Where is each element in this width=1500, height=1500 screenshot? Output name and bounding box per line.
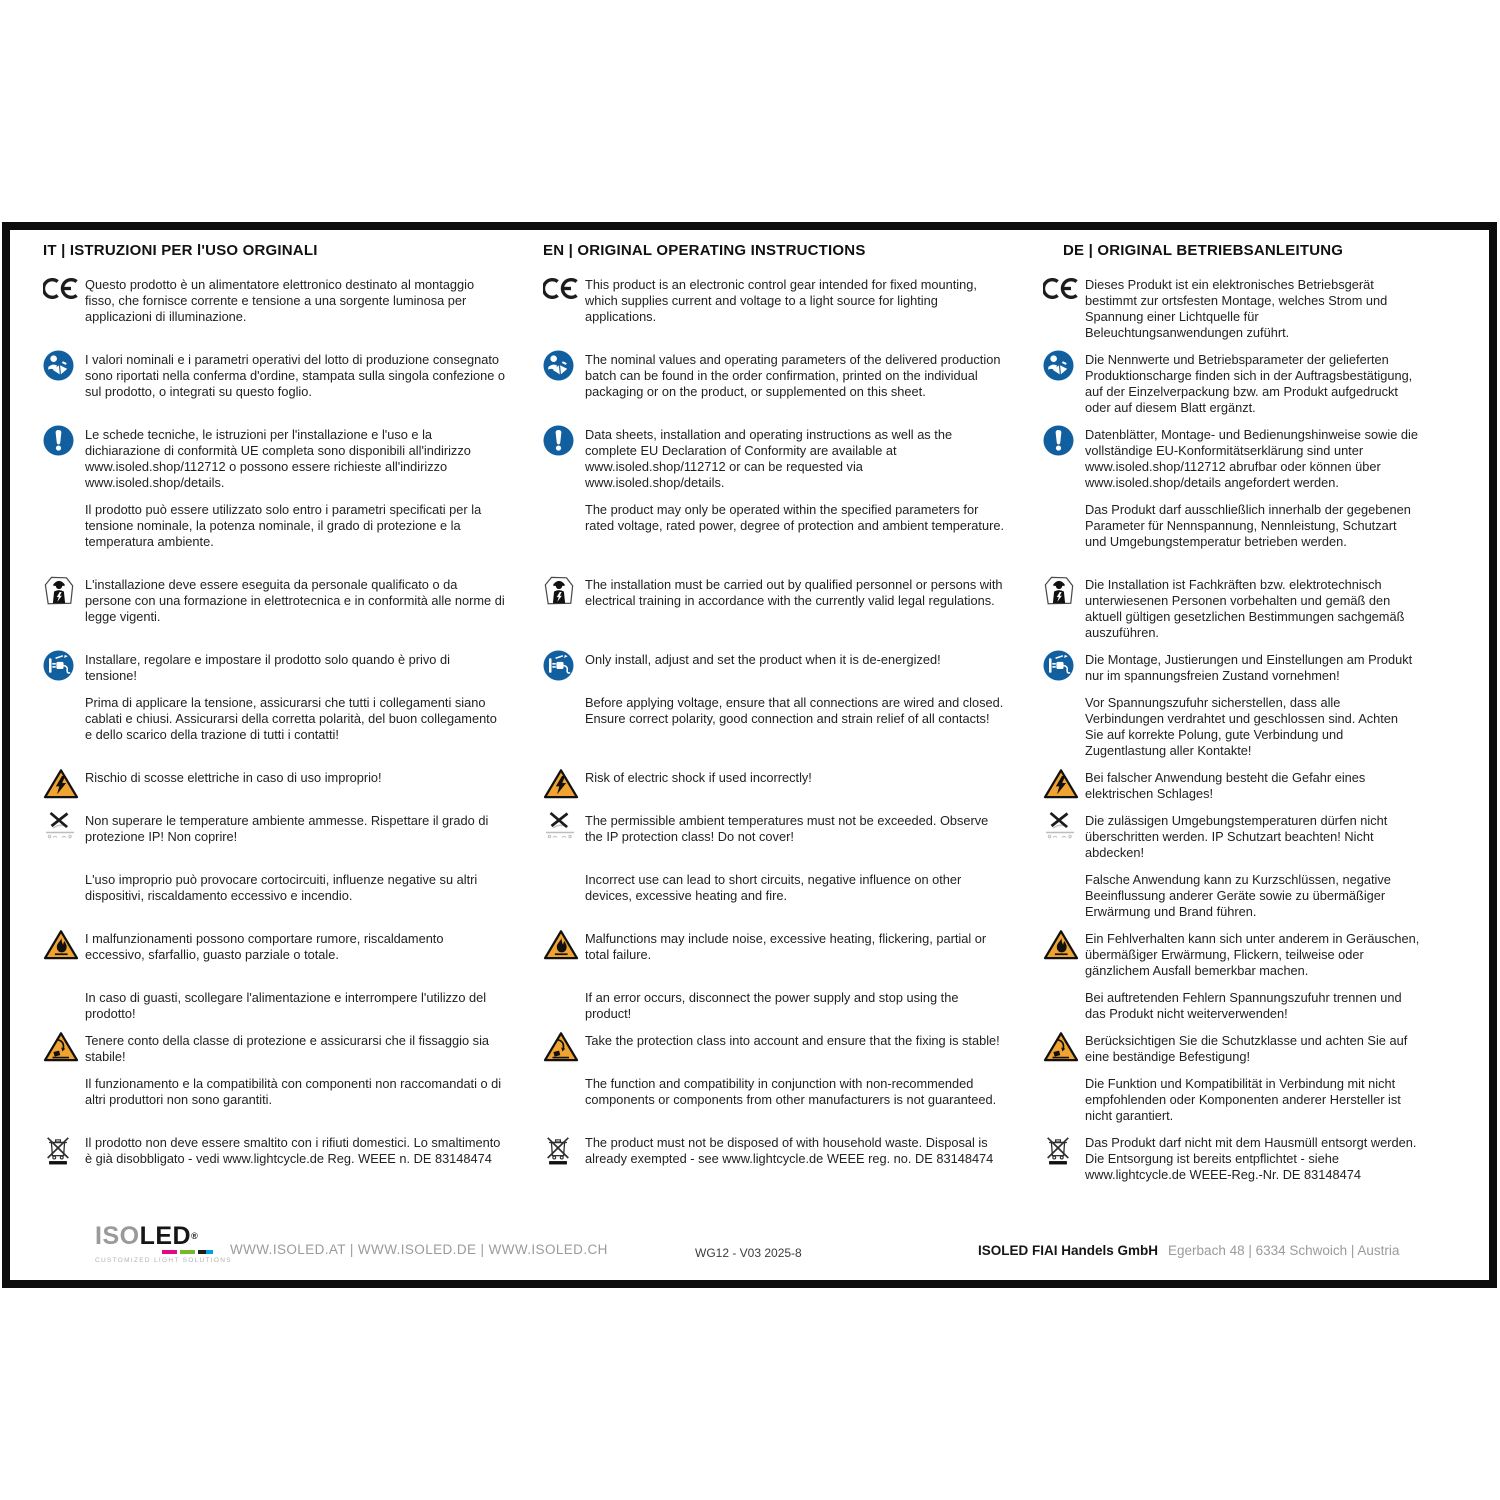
instructions-grid [43, 242, 1420, 1183]
instruction-paragraph: Data sheets, installation and operating instructions as well as the complete EU Declaration of Conformity are available at www.isoled.shop/112712 or can be requested via www.isoled.shop/details. [585, 427, 953, 490]
instruction-paragraph: Berücksichtigen Sie die Schutzklasse und achten Sie auf eine beständige Befestigung! [1085, 1033, 1408, 1064]
instruction-paragraph: Bei auftretenden Fehlern Spannungszufuhr trennen und das Produkt nicht weiterverwenden! [1085, 990, 1402, 1021]
ce-mark-icon [43, 277, 80, 300]
mandatory-info-icon [1043, 425, 1074, 456]
weee-crossed-bin-icon [1043, 1133, 1073, 1167]
ce-mark-icon [543, 277, 580, 300]
electric-shock-warning-icon [1043, 768, 1079, 800]
instruction-paragraph: The function and compatibility in conjunction with non-recommended components or components from other manufacturers is not guaranteed. [585, 1076, 997, 1107]
stability-warning-icon [43, 1031, 79, 1063]
electric-shock-warning-icon [543, 768, 579, 800]
fire-hazard-warning-icon [43, 929, 79, 961]
column-heading-it: IT | ISTRUZIONI PER l'USO ORGINALI [43, 242, 318, 259]
instruction-paragraph: Il prodotto può essere utilizzato solo entro i parametri specificati per la tensione nominale, la potenza nominale, il grado di protezione e la temperatura ambiente. [85, 502, 482, 549]
instruction-paragraph: I valori nominali e i parametri operativi del lotto di produzione consegnato sono riportati nella conferma d'ordine, stampata sulla singola confezione o sul prodotto, o integrati su questo foglio. [85, 352, 506, 399]
instruction-paragraph: Risk of electric shock if used incorrectly! [585, 770, 812, 785]
ambient-temperature-warning-icon [43, 811, 77, 841]
instruction-paragraph: If an error occurs, disconnect the power supply and stop using the product! [585, 990, 959, 1021]
isoled-logo-wordmark: ISOLED® [95, 1222, 199, 1250]
footer-websites: WWW.ISOLED.AT | WWW.ISOLED.DE | WWW.ISOLED.CH [230, 1242, 608, 1257]
instruction-paragraph: Ein Fehlverhalten kann sich unter anderem in Geräuschen, übermäßiger Erwärmung, Flickern, teilweise oder gänzlichem Ausfall bemerkbar machen. [1085, 931, 1420, 978]
weee-crossed-bin-icon [43, 1133, 73, 1167]
instruction-paragraph: The product may only be operated within the specified parameters for rated voltage, rated power, degree of protection and ambient temperature. [585, 502, 1005, 533]
ambient-temperature-warning-icon [1043, 811, 1077, 841]
instruction-paragraph: Take the protection class into account and ensure that the fixing is stable! [585, 1033, 1000, 1048]
instruction-paragraph: Die zulässigen Umgebungstemperaturen dürfen nicht überschritten werden. IP Schutzart beachten! Nicht abdecken! [1085, 813, 1388, 860]
instruction-sheet-page [2, 222, 1497, 1288]
instruction-paragraph: Datenblätter, Montage- und Bedienungshinweise sowie die vollständige EU-Konformitätserklärung sind unter www.isoled.shop/112712 abrufbar oder können über www.isoled.shop/details angefordert werden. [1085, 427, 1418, 490]
instruction-paragraph: Die Montage, Justierungen und Einstellungen am Produkt nur im spannungsfreien Zustand vornehmen! [1085, 652, 1413, 683]
instruction-paragraph: The product must not be disposed of with household waste. Disposal is already exempted - see www.lightcycle.de WEEE reg. no. DE 83148474 [585, 1135, 994, 1166]
stability-warning-icon [1043, 1031, 1079, 1063]
instruction-paragraph: Die Nennwerte und Betriebsparameter der gelieferten Produktionscharge finden sich in der Auftragsbestätigung, auf der Einzelverpackung bzw. am Produkt aufgedruckt oder auf diesem Blatt ergänzt. [1085, 352, 1413, 415]
instruction-paragraph: Questo prodotto è un alimentatore elettronico destinato al montaggio fisso, che fornisce corrente e tensione a una sorgente luminosa per applicazioni di illuminazione. [85, 277, 475, 324]
instruction-paragraph: Die Funktion und Kompatibilität in Verbindung mit nicht empfohlenden oder Komponenten anderer Hersteller ist nicht garantiert. [1085, 1076, 1401, 1123]
qualified-electrician-icon [543, 575, 575, 607]
isoled-logo-tagline: CUSTOMIZED LIGHT SOLUTIONS [95, 1257, 232, 1264]
instruction-paragraph: Das Produkt darf ausschließlich innerhalb der gegebenen Parameter für Nennspannung, Nennleistung, Schutzart und Umgebungstemperatur betrieben werden. [1085, 502, 1411, 549]
instruction-paragraph: I malfunzionamenti possono comportare rumore, riscaldamento eccessivo, sfarfallio, guasto parziale o totale. [85, 931, 444, 962]
disconnect-mains-plug-icon [1043, 650, 1074, 681]
instruction-paragraph: Dieses Produkt ist ein elektronisches Betriebsgerät bestimmt zur ortsfesten Montage, welches Strom und Spannung einer Lichtquelle für Beleuchtungsanwendungen zuführt. [1085, 277, 1388, 340]
document-code: WG12 - V03 2025-8 [695, 1246, 802, 1260]
ambient-temperature-warning-icon [543, 811, 577, 841]
disconnect-mains-plug-icon [543, 650, 574, 681]
mandatory-info-icon [543, 425, 574, 456]
instruction-paragraph: L'installazione deve essere eseguita da personale qualificato o da persone con una formazione in elettrotecnica e in conformità alle norme di legge vigenti. [85, 577, 505, 624]
page-footer [10, 1220, 1489, 1276]
instruction-paragraph: In caso di guasti, scollegare l'alimentazione e interrompere l'utilizzo del prodotto! [85, 990, 487, 1021]
instruction-paragraph: The nominal values and operating parameters of the delivered production batch can be found in the order confirmation, printed on the individual packaging or on the product, or supplemented on this sheet. [585, 352, 1001, 399]
instruction-paragraph: Das Produkt darf nicht mit dem Hausmüll entsorgt werden. Die Entsorgung ist bereits entpflichtet - siehe www.lightcycle.de WEEE-Reg.-Nr. DE 83148474 [1085, 1135, 1417, 1182]
instruction-paragraph: Non superare le temperature ambiente ammesse. Rispettare il grado di protezione IP! Non coprire! [85, 813, 489, 844]
isoled-logo-color-bars [95, 1250, 213, 1254]
instruction-paragraph: Bei falscher Anwendung besteht die Gefahr eines elektrischen Schlages! [1085, 770, 1366, 801]
instruction-paragraph: L'uso improprio può provocare cortocircuiti, influenze negative su altri dispositivi, riscaldamento eccessivo e incendio. [85, 872, 478, 903]
fire-hazard-warning-icon [1043, 929, 1079, 961]
instruction-paragraph: The installation must be carried out by qualified personnel or persons with electrical training in accordance with the currently valid legal regulations. [585, 577, 1003, 608]
instruction-paragraph: Die Installation ist Fachkräften bzw. elektrotechnisch unterwiesenen Personen vorbehalten und gemäß den aktuell gültigen gesetzlichen Bestimmungen sachgemäß auszuführen. [1085, 577, 1405, 640]
instruction-paragraph: Malfunctions may include noise, excessive heating, flickering, partial or total failure. [585, 931, 987, 962]
read-manual-icon [43, 350, 74, 381]
ce-mark-icon [1043, 277, 1080, 300]
instruction-paragraph: Il funzionamento e la compatibilità con componenti non raccomandati o di altri produttori non sono garantiti. [85, 1076, 502, 1107]
instruction-paragraph: Incorrect use can lead to short circuits, negative influence on other devices, excessive heating and fire. [585, 872, 962, 903]
electric-shock-warning-icon [43, 768, 79, 800]
instruction-paragraph: The permissible ambient temperatures must not be exceeded. Observe the IP protection class! Do not cover! [585, 813, 989, 844]
company-address: Egerbach 48 | 6334 Schwoich | Austria [1168, 1243, 1400, 1258]
instruction-paragraph: This product is an electronic control gear intended for fixed mounting, which supplies current and voltage to a light source for lighting applications. [585, 277, 977, 324]
column-heading-de: DE | ORIGINAL BETRIEBSANLEITUNG [1063, 242, 1344, 259]
column-heading-en: EN | ORIGINAL OPERATING INSTRUCTIONS [543, 242, 866, 259]
instruction-paragraph: Rischio di scosse elettriche in caso di uso improprio! [85, 770, 382, 785]
stability-warning-icon [543, 1031, 579, 1063]
instruction-paragraph: Le schede tecniche, le istruzioni per l'installazione e l'uso e la dichiarazione di conformità UE completa sono disponibili all'indirizzo www.isoled.shop/112712 o possono essere richieste all'indirizzo www.isoled.shop/details. [85, 427, 471, 490]
fire-hazard-warning-icon [543, 929, 579, 961]
company-name: ISOLED FIAI Handels GmbH [978, 1243, 1159, 1258]
instruction-paragraph: Il prodotto non deve essere smaltito con i rifiuti domestici. Lo smaltimento è già disobbligato - vedi www.lightcycle.de Reg. WEEE n. DE 83148474 [85, 1135, 501, 1166]
instruction-paragraph: Installare, regolare e impostare il prodotto solo quando è privo di tensione! [85, 652, 450, 683]
instruction-paragraph: Only install, adjust and set the product when it is de-energized! [585, 652, 941, 667]
read-manual-icon [543, 350, 574, 381]
instruction-paragraph: Falsche Anwendung kann zu Kurzschlüssen, negative Beeinflussung anderer Geräte sowie zu übermäßiger Erwärmung und Brand führen. [1085, 872, 1391, 919]
weee-crossed-bin-icon [543, 1133, 573, 1167]
isoled-logo [95, 1222, 232, 1264]
instruction-paragraph: Prima di applicare la tensione, assicurarsi che tutti i collegamenti siano cablati e chiusi. Assicurarsi della corretta polarità, del buon collegamento e dello scarico della trazione di tutti i contatti! [85, 695, 497, 742]
read-manual-icon [1043, 350, 1074, 381]
instruction-paragraph: Before applying voltage, ensure that all connections are wired and closed. Ensure correct polarity, good connection and strain relief of all contacts! [585, 695, 1004, 726]
mandatory-info-icon [43, 425, 74, 456]
instruction-paragraph: Vor Spannungszufuhr sicherstellen, dass alle Verbindungen verdrahtet und geschlossen sind. Achten Sie auf korrekte Polung, gute Verbindung und Zugentlastung aller Kontakte! [1085, 695, 1399, 758]
qualified-electrician-icon [1043, 575, 1075, 607]
disconnect-mains-plug-icon [43, 650, 74, 681]
qualified-electrician-icon [43, 575, 75, 607]
company-info [978, 1243, 1399, 1258]
instruction-paragraph: Tenere conto della classe di protezione e assicurarsi che il fissaggio sia stabile! [85, 1033, 490, 1064]
